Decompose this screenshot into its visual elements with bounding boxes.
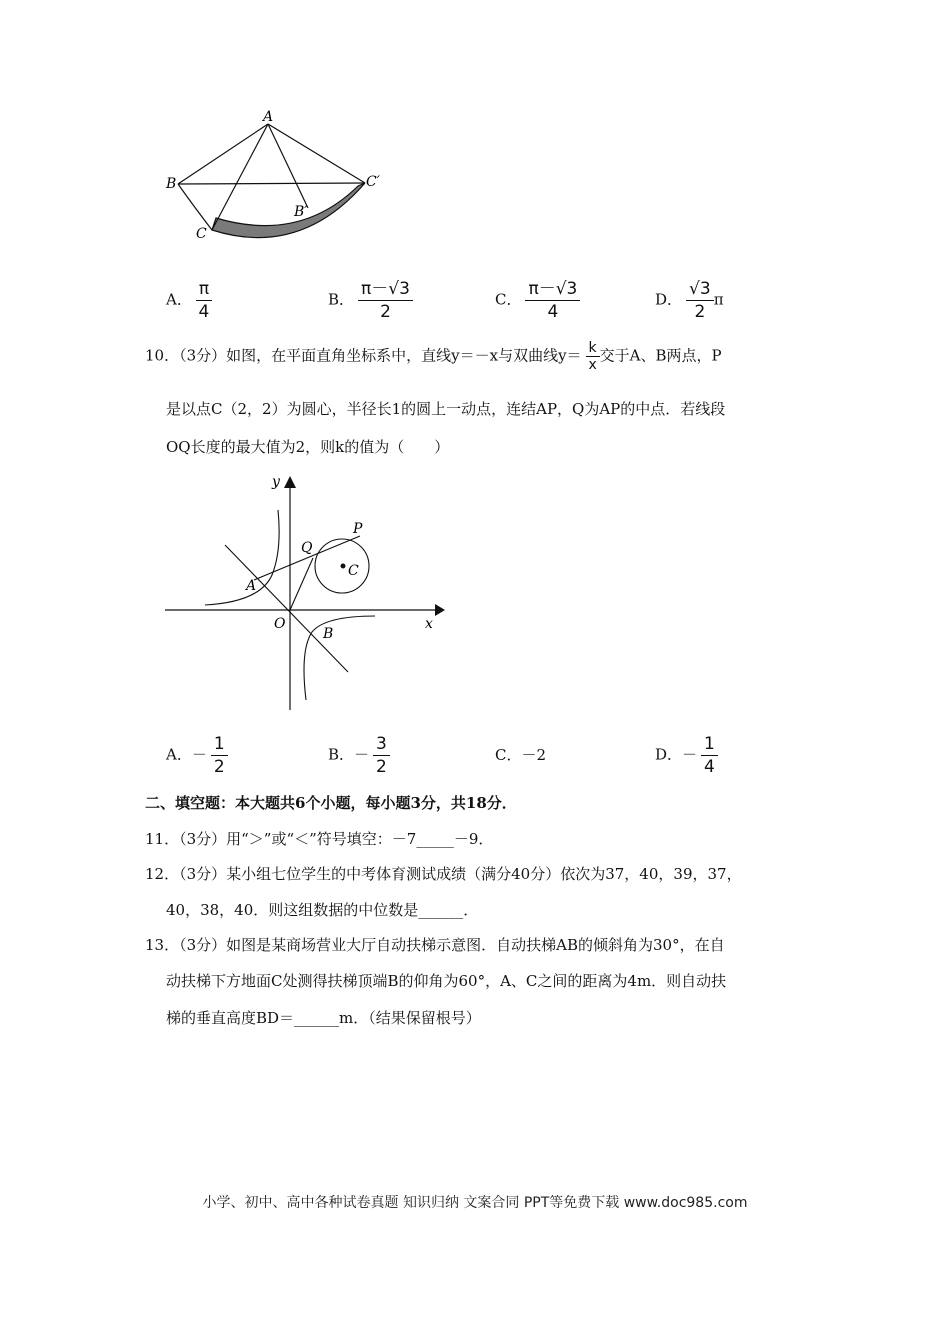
q12-line2: 40，38，40．则这组数据的中位数是______． — [166, 901, 479, 919]
q9-figure — [160, 108, 390, 248]
q9-segment-ab — [178, 124, 268, 184]
q10-line2: 是以点C（2，2）为圆心，半径长1的圆上一动点，连结AP，Q为AP的中点．若线段 — [166, 400, 726, 418]
q9-shaded-band — [212, 183, 365, 238]
q10-option-d: D．－ $\frac{1}{4}$ — [655, 733, 718, 778]
q10-label-a: A — [246, 578, 257, 594]
q10-figure — [160, 470, 450, 715]
hyperbola-lower-right — [304, 616, 375, 700]
q10-option-b: B．－ $\frac{3}{2}$ — [328, 733, 390, 778]
q9-label-c-prime: C′ — [366, 174, 380, 190]
q9-option-a: A． $\frac{\pi}{4}$ — [166, 278, 212, 323]
q10-label-p: P — [353, 521, 363, 537]
q10-option-a: A．－ $\frac{1}{2}$ — [166, 733, 228, 778]
q10-option-c: C．－2 — [495, 746, 547, 764]
q9-label-b: B — [166, 176, 177, 192]
hyperbola-upper-left — [205, 510, 279, 605]
q13-line2: 动扶梯下方地面C处测得扶梯顶端B的仰角为60°，A、C之间的距离为4m．则自动扶 — [166, 972, 727, 990]
q10-line1: 10．（3分）如图，在平面直角坐标系中，直线y＝－x与双曲线y＝ $\frac{k}{x}$ 交于A、B两点，P — [145, 340, 722, 373]
q10-label-b: B — [323, 626, 334, 642]
q10-label-y: y — [272, 474, 280, 490]
q10-label-c: C — [348, 563, 359, 579]
q13-line1: 13．（3分）如图是某商场营业大厅自动扶梯示意图．自动扶梯AB的倾斜角为30°，在自 — [145, 936, 725, 954]
segment-oq — [290, 558, 313, 610]
q10-label-q: Q — [301, 540, 313, 556]
q12-line1: 12．（3分）某小组七位学生的中考体育测试成绩（满分40分）依次为37，40，39，37， — [145, 865, 742, 883]
point-c — [341, 564, 346, 569]
q9-segment-bc2 — [178, 183, 365, 184]
y-axis-arrow — [284, 476, 296, 488]
q13-line3: 梯的垂直高度BD＝______m．（结果保留根号） — [166, 1009, 481, 1027]
q10-line3: OQ长度的最大值为2，则k的值为（ ） — [166, 438, 450, 456]
q9-label-b-prime: B′ — [294, 204, 308, 220]
q9-option-c: C． $\frac{\pi-√3}{4}$ — [495, 278, 580, 323]
line-y-neg-x — [225, 545, 348, 672]
q9-segment-ac — [212, 124, 268, 230]
q10-label-x: x — [425, 616, 433, 632]
q10-label-o: O — [274, 616, 286, 632]
page-footer: 小学、初中、高中各种试卷真题 知识归纳 文案合同 PPT等免费下载 www.doc985.com — [202, 1195, 748, 1211]
x-axis-arrow — [435, 604, 445, 616]
q9-label-c: C — [196, 226, 207, 242]
q9-label-a: A — [263, 109, 274, 125]
q9-arc-bc — [178, 184, 212, 230]
q11-text: 11．（3分）用“＞”或“＜”符号填空：－7_____－9． — [145, 830, 494, 848]
section-heading: 二、填空题：本大题共6个小题，每小题3分，共18分． — [145, 794, 517, 812]
q9-option-b: B． $\frac{\pi-√3}{2}$ — [328, 278, 413, 323]
q9-option-d: D． $\frac{√3}{2}$ π — [655, 279, 724, 322]
